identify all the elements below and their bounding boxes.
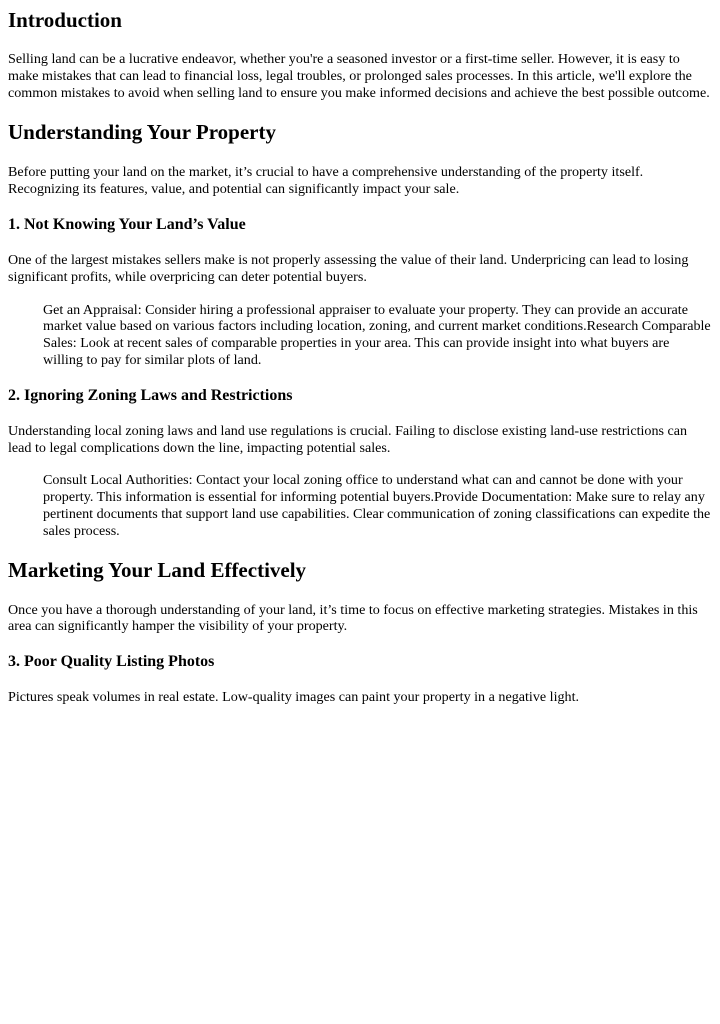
zoning-tips-blockquote: Consult Local Authorities: Contact your local zoning office to understand what can and cannot be done with your property. This information is essential for informing potential buyers.Provide Documentation: Make sure to relay any pertinent documents that support land use capabilities. Clear communication of zoning classifications can expedite the sales process. [43, 472, 711, 539]
introduction-paragraph: Selling land can be a lucrative endeavor, whether you're a seasoned investor or a first-time seller. However, it is easy to make mistakes that can lead to financial loss, legal troubles, or prolonged sales processes. In this article, we'll explore the common mistakes to avoid when selling land to ensure you make informed decisions and achieve the best possible outcome. [8, 51, 710, 101]
listing-photos-paragraph: Pictures speak volumes in real estate. Low-quality images can paint your property in a negative light. [8, 689, 580, 706]
understanding-property-paragraph: Before putting your land on the market, it’s crucial to have a comprehensive understanding of the property itself. Recognizing its features, value, and potential can significantly impact your sale. [8, 164, 644, 198]
introduction-heading: Introduction [8, 8, 122, 32]
understanding-property-heading: Understanding Your Property [8, 120, 276, 145]
land-value-heading: 1. Not Knowing Your Land’s Value [8, 215, 246, 233]
marketing-paragraph: Once you have a thorough understanding of your land, it’s time to focus on effective marketing strategies. Mistakes in this area can significantly hamper the visibility of your property. [8, 601, 698, 635]
zoning-laws-paragraph: Understanding local zoning laws and land use regulations is crucial. Failing to disclose existing land-use restrictions can lead to legal complications down the line, impacting potential sales. [8, 422, 688, 456]
zoning-laws-heading: 2. Ignoring Zoning Laws and Restrictions [8, 386, 293, 404]
listing-photos-heading: 3. Poor Quality Listing Photos [8, 653, 215, 671]
article-page [0, 7, 720, 706]
land-value-paragraph: One of the largest mistakes sellers make is not properly assessing the value of their land. Underpricing can lead to losing significant profits, while overpricing can deter potential buyers. [8, 251, 689, 285]
marketing-heading: Marketing Your Land Effectively [8, 557, 307, 582]
land-value-tips-blockquote: Get an Appraisal: Consider hiring a professional appraiser to evaluate your property. They can provide an accurate market value based on various factors including location, zoning, and current market conditions.Research Comparable Sales: Look at recent sales of comparable properties in your area. This can provide insight into what buyers are willing to pay for similar plots of land. [43, 301, 711, 368]
